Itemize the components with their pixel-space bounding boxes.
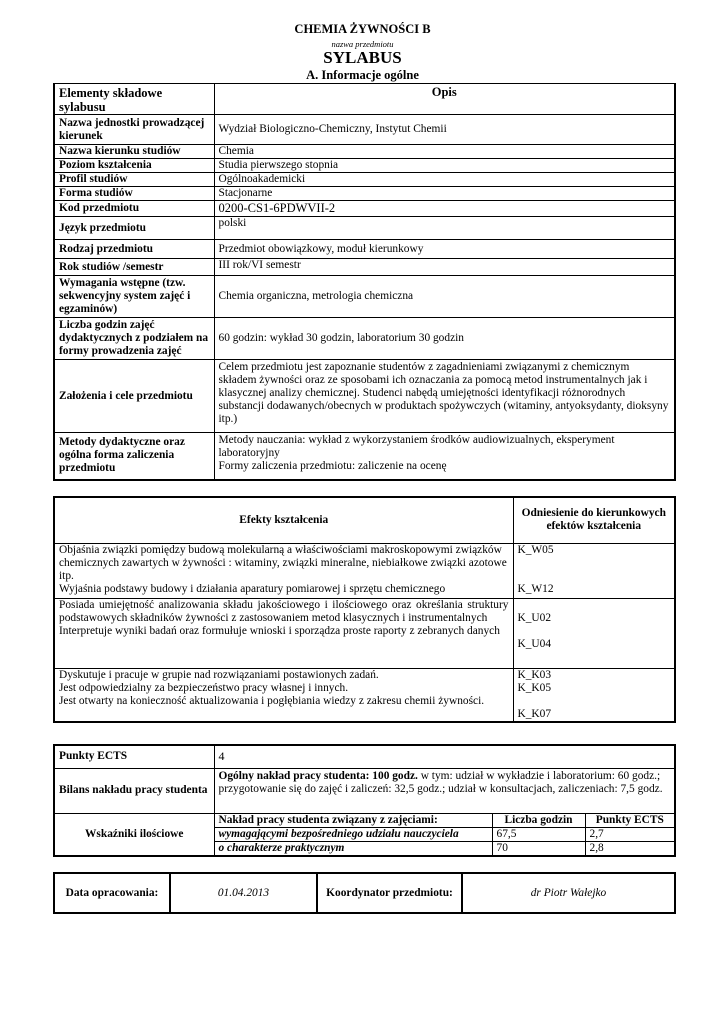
row-value: Stacjonarne xyxy=(214,187,675,201)
row-value: Chemia organiczna, metrologia chemiczna xyxy=(214,276,675,318)
syllabus-heading: SYLABUS xyxy=(323,48,402,67)
row-label: Forma studiów xyxy=(54,187,214,201)
course-subtitle: nazwa przedmiotu xyxy=(331,39,394,49)
date-value: 01.04.2013 xyxy=(170,873,317,913)
ects-table xyxy=(53,744,676,857)
row-value: 0200-CS1-6PDWVII-2 xyxy=(214,201,675,217)
learning-outcomes-table xyxy=(53,496,676,723)
row-value: III rok/VI semestr xyxy=(214,259,675,276)
course-title: CHEMIA ŻYWNOŚCI B xyxy=(294,22,431,36)
row-label: Kod przedmiotu xyxy=(54,201,214,217)
effects-group-skills xyxy=(54,598,513,668)
method-line: Metody nauczania: wykład z wykorzystaniem środków audiowizualnych, eksperyment laboratoryjny xyxy=(218,434,615,459)
row-value: Przedmiot obowiązkowy, moduł kierunkowy xyxy=(214,240,675,259)
effects-head-left: Efekty kształcenia xyxy=(54,497,513,543)
ects-balance-text xyxy=(214,768,675,813)
effects-refs-skills xyxy=(513,598,675,668)
row-value: Studia pierwszego stopnia xyxy=(214,159,675,173)
row-value: Wydział Biologiczno-Chemiczny, Instytut Chemii xyxy=(214,115,675,145)
general-head-left: Elementy składowe sylabusu xyxy=(54,84,214,115)
effect-line: Dyskutuje i pracuje w grupie nad rozwiązaniami postawionych zadań. xyxy=(59,668,379,681)
row-label: Rodzaj przedmiotu xyxy=(54,240,214,259)
row-label: Liczba godzin zajęć dydaktycznych z podziałem na formy prowadzenia zajęć xyxy=(54,318,214,360)
effect-line: Interpretuje wyniki badań oraz formułuje wnioski i sporządza proste raporty z zebranych danych xyxy=(59,624,500,637)
effects-refs-knowledge xyxy=(513,543,675,598)
row-label: Profil studiów xyxy=(54,173,214,187)
row-label: Nazwa kierunku studiów xyxy=(54,145,214,159)
row-value: Celem przedmiotu jest zapoznanie studentów z zagadnieniami związanymi z chemicznym składem żywności oraz ze sposobami ich oznaczania za pomocą metod instrumentalnych jak i klasycznej analizy chemicznej. Studenci nabędą umiejętności identyfikacji różnorodnych substancji dodawanych/obecnych w produktach spożywczych (witaminy, antyoksydanty, dioksyny itp.) xyxy=(214,360,675,433)
effect-ref: K_K07 xyxy=(517,707,552,720)
general-head-right: Opis xyxy=(214,84,675,115)
row-value: 60 godzin: wykład 30 godzin, laboratorium 30 godzin xyxy=(214,318,675,360)
row-label: Nazwa jednostki prowadzącej kierunek xyxy=(54,115,214,145)
ind-row-label: wymagającymi bezpośredniego udziału nauczyciela xyxy=(214,827,492,841)
effect-line: Jest otwarty na konieczność aktualizowania i pogłębiania wiedzy z zakresu chemii żywności. xyxy=(59,694,485,707)
ind-row-label: o charakterze praktycznym xyxy=(214,841,492,856)
row-value: polski xyxy=(214,217,675,240)
effect-ref: K_K05 xyxy=(517,681,552,694)
row-label: Wymagania wstępne (tzw. sekwencyjny system zajęć i egzaminów) xyxy=(54,276,214,318)
row-label: Metody dydaktyczne oraz ogólna forma zaliczenia przedmiotu xyxy=(54,433,214,480)
effects-refs-competences xyxy=(513,668,675,722)
coordinator-value: dr Piotr Wałejko xyxy=(462,873,675,913)
ind-row-ects: 2,7 xyxy=(585,827,675,841)
row-label: Rok studiów /semestr xyxy=(54,259,214,276)
method-line: Formy zaliczenia przedmiotu: zaliczenie na ocenę xyxy=(218,460,447,472)
effects-group-competences xyxy=(54,668,513,722)
ind-head-ects: Punkty ECTS xyxy=(585,813,675,827)
general-info-table xyxy=(53,83,676,481)
row-value: Ogólnoakademicki xyxy=(214,173,675,187)
effect-line: Objaśnia związki pomiędzy budową molekularną a właściwościami makroskopowymi związków chemicznych zawartych w żywności : witaminy, związki mineralne, niebiałkowe związki azotowe itp. xyxy=(59,543,507,582)
section-heading: A. Informacje ogólne xyxy=(306,68,419,82)
row-label: Założenia i cele przedmiotu xyxy=(54,360,214,433)
effect-line: Jest odpowiedzialny za bezpieczeństwo pracy własnej i innych. xyxy=(59,681,349,694)
effect-line: Wyjaśnia podstawy budowy i działania aparatury pomiarowej i sprzętu chemicznego xyxy=(59,582,446,595)
effect-ref: K_K03 xyxy=(517,668,552,681)
ects-points-label: Punkty ECTS xyxy=(54,745,214,768)
row-label: Język przedmiotu xyxy=(54,217,214,240)
effects-group-knowledge xyxy=(54,543,513,598)
row-value xyxy=(214,433,675,480)
row-label: Poziom kształcenia xyxy=(54,159,214,173)
ind-row-hours: 70 xyxy=(492,841,585,856)
ind-head-workload: Nakład pracy studenta związany z zajęciami: xyxy=(214,813,492,827)
coordinator-label: Koordynator przedmiotu: xyxy=(317,873,462,913)
effect-line: Posiada umiejętność analizowania składu jakościowego i ilościowego oraz określania struktury podstawowych składników żywności z zastosowaniem metod klasycznych i instrumentalnych xyxy=(59,598,509,624)
ind-head-hours: Liczba godzin xyxy=(492,813,585,827)
effects-head-right: Odniesienie do kierunkowych efektów kształcenia xyxy=(513,497,675,543)
ind-row-ects: 2,8 xyxy=(585,841,675,856)
ind-row-hours: 67,5 xyxy=(492,827,585,841)
ects-balance-bold: Ogólny nakład pracy studenta: 100 godz. xyxy=(218,769,418,782)
date-label: Data opracowania: xyxy=(54,873,170,913)
ects-indicators-label: Wskaźniki ilościowe xyxy=(54,813,214,856)
ects-balance-label: Bilans nakładu pracy studenta xyxy=(54,768,214,813)
footer-table xyxy=(53,872,676,914)
row-value: Chemia xyxy=(214,145,675,159)
effect-ref: K_U02 xyxy=(517,611,552,624)
ects-points-value: 4 xyxy=(214,745,675,768)
effect-ref: K_U04 xyxy=(517,637,552,650)
effect-ref: K_W12 xyxy=(517,582,554,595)
effect-ref: K_W05 xyxy=(517,543,554,556)
ects-balance-rest: w tym: udział w wykładzie i laboratorium: 60 godz.; przygotowanie się do zajęć i zaliczeń: 32,5 godz.; udział w konsultacjach, zaliczeniach: 7,5 godz. xyxy=(218,769,663,795)
